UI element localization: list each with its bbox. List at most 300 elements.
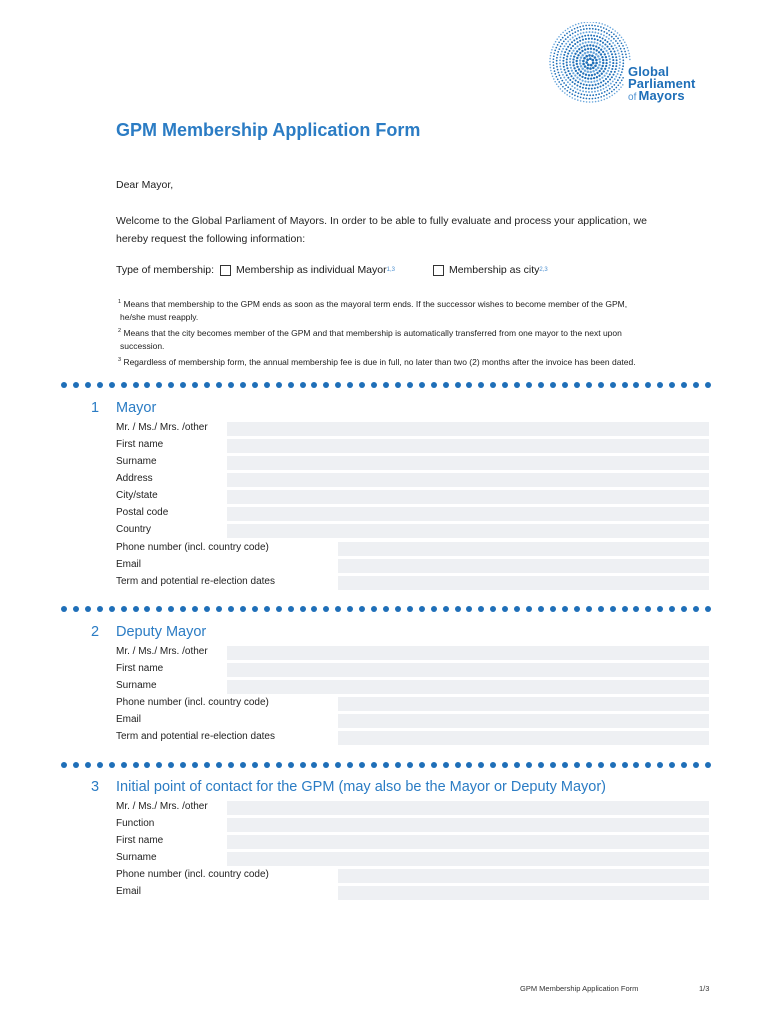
logo-dot: [609, 79, 611, 81]
separator-dot: [85, 382, 91, 388]
logo-dot: [609, 96, 611, 98]
s1-title-input[interactable]: [227, 422, 709, 437]
logo-dot: [572, 90, 574, 92]
logo-dot: [567, 70, 569, 72]
separator-dot: [144, 382, 150, 388]
logo-dot: [603, 27, 605, 29]
logo-dot: [576, 77, 578, 79]
logo-dot: [569, 58, 571, 60]
logo-dot: [590, 51, 593, 54]
logo-dot: [558, 86, 560, 88]
separator-dot: [633, 762, 639, 768]
logo-dot: [623, 39, 625, 41]
separator-dot: [514, 382, 520, 388]
logo-dot: [601, 77, 603, 79]
logo-dot: [571, 70, 573, 72]
logo-dot: [592, 98, 594, 100]
logo-dot: [560, 88, 562, 90]
logo-dot: [559, 74, 561, 76]
separator-dot: [645, 606, 651, 612]
separator-dot: [550, 382, 556, 388]
logo-dot: [557, 79, 559, 81]
logo-dot: [564, 88, 566, 90]
logo-dot: [604, 91, 606, 93]
logo-dot: [578, 48, 580, 50]
separator-dot: [574, 382, 580, 388]
logo-dot: [580, 56, 583, 59]
separator-dot: [490, 382, 496, 388]
logo-dot: [569, 83, 571, 85]
footnote-2-text-cont: succession.: [120, 341, 165, 352]
separator-dot: [514, 606, 520, 612]
logo-dot: [571, 29, 573, 31]
separator-dot: [109, 762, 115, 768]
separator-dot: [359, 382, 365, 388]
logo-dot: [586, 31, 588, 33]
dotted-separator-1: [61, 382, 711, 390]
separator-dot: [455, 762, 461, 768]
logo-dot: [563, 66, 565, 68]
logo-dot: [597, 32, 599, 34]
logo-dot: [562, 48, 564, 50]
logo-dot: [604, 75, 606, 77]
logo-dot: [579, 89, 581, 91]
separator-dot: [204, 606, 210, 612]
separator-dot: [526, 606, 532, 612]
footnote-2-number: 2: [118, 327, 122, 334]
logo-dot: [578, 68, 580, 70]
logo-dot: [624, 51, 626, 53]
logo-dot: [584, 69, 587, 72]
logo-dot: [562, 74, 564, 76]
s3-first-name-input[interactable]: [227, 835, 709, 850]
logo-dot: [590, 34, 592, 36]
footnote-1-number: 1: [118, 299, 122, 305]
logo-dot: [600, 68, 602, 70]
logo-dot: [584, 22, 586, 23]
logo-dot: [581, 68, 584, 71]
logo-dot: [560, 46, 562, 48]
logo-dot: [561, 80, 563, 82]
logo-dot: [581, 46, 583, 48]
logo-dot: [598, 58, 601, 61]
logo-dot: [617, 50, 619, 52]
logo-dot: [598, 100, 600, 102]
separator-dot: [288, 762, 294, 768]
logo-dot: [609, 64, 611, 66]
city-checkbox[interactable]: [433, 265, 444, 276]
separator-dot: [311, 606, 317, 612]
logo-dot: [592, 67, 595, 70]
footnote-2: [116, 325, 716, 354]
logo-dot: [607, 70, 609, 72]
logo-dot: [602, 42, 604, 44]
logo-dot: [609, 61, 611, 63]
separator-dot: [705, 382, 711, 388]
separator-dot: [311, 382, 317, 388]
logo-dot: [600, 86, 602, 88]
logo-dot: [574, 87, 576, 89]
separator-dot: [121, 606, 127, 612]
logo-dot: [606, 46, 608, 48]
s3-function-input[interactable]: [227, 818, 709, 833]
logo-dot: [628, 53, 630, 55]
logo-dot: [599, 36, 601, 38]
logo-dot: [599, 78, 601, 80]
logo-dot: [622, 77, 624, 79]
separator-dot: [97, 606, 103, 612]
s2-surname-input[interactable]: [227, 680, 709, 695]
s1-phone-input[interactable]: [338, 542, 709, 557]
s1-term-input[interactable]: [338, 576, 709, 591]
logo-dot: [602, 38, 604, 40]
logo-dot: [565, 84, 567, 86]
logo-dot: [597, 83, 599, 85]
logo-dot: [567, 86, 569, 88]
logo-dot: [602, 65, 604, 67]
logo-dot: [601, 56, 603, 58]
logo-dot: [608, 92, 610, 94]
logo-dot: [614, 51, 616, 53]
s1-postal-code-input[interactable]: [227, 507, 709, 522]
logo-dot: [582, 25, 584, 27]
separator-dot: [478, 382, 484, 388]
separator-dot: [359, 762, 365, 768]
logo-dot: [615, 47, 617, 49]
logo-dot: [561, 51, 563, 53]
logo-dot: [599, 61, 602, 64]
logo-dot: [564, 69, 566, 71]
logo-dot: [611, 53, 613, 55]
separator-dot: [300, 382, 306, 388]
s2-first-name-input[interactable]: [227, 663, 709, 678]
separator-dot: [192, 762, 198, 768]
logo-dot: [565, 30, 567, 32]
logo-dot: [586, 44, 588, 46]
logo-dot: [571, 93, 573, 95]
separator-dot: [657, 762, 663, 768]
s1-country-input[interactable]: [227, 524, 709, 539]
logo-dot: [609, 43, 611, 45]
logo-dot: [575, 24, 577, 26]
separator-dot: [264, 606, 270, 612]
logo-dot: [622, 68, 624, 70]
logo-dot: [574, 98, 576, 100]
logo-dot: [579, 62, 582, 65]
logo-dot: [594, 38, 596, 40]
logo-dot: [566, 74, 568, 76]
s1-country-label: Country: [116, 524, 152, 535]
logo-dot: [604, 99, 606, 101]
logo-dot: [625, 54, 627, 56]
separator-dot: [562, 762, 568, 768]
logo-dot: [589, 84, 591, 86]
s3-surname-label: Surname: [116, 852, 157, 863]
s1-email-input[interactable]: [338, 559, 709, 574]
logo-dot: [567, 81, 569, 83]
logo-dot: [611, 36, 613, 38]
logo-dot: [572, 33, 574, 35]
separator-dot: [431, 382, 437, 388]
logo-dot: [592, 94, 594, 96]
logo-dot: [600, 33, 602, 35]
separator-dot: [228, 606, 234, 612]
logo-dot: [587, 81, 589, 83]
separator-dot: [61, 762, 67, 768]
s2-title-input[interactable]: [227, 646, 709, 661]
s3-phone-input[interactable]: [338, 869, 709, 884]
separator-dot: [335, 606, 341, 612]
separator-dot: [347, 606, 353, 612]
logo-dot: [629, 59, 631, 61]
separator-dot: [407, 382, 413, 388]
logo-dot: [621, 71, 623, 73]
separator-dot: [204, 382, 210, 388]
logo-dot: [582, 39, 584, 41]
separator-dot: [502, 762, 508, 768]
logo-dot: [605, 65, 607, 67]
logo-dot: [590, 22, 592, 23]
separator-dot: [514, 762, 520, 768]
logo-dot: [595, 97, 597, 99]
separator-dot: [276, 606, 282, 612]
logo-dot: [588, 74, 590, 76]
logo-dot: [553, 64, 555, 66]
separator-dot: [455, 606, 461, 612]
separator-dot: [419, 382, 425, 388]
separator-dot: [228, 382, 234, 388]
logo-dot: [574, 35, 576, 37]
logo-dot: [574, 31, 576, 33]
s3-title-input[interactable]: [227, 801, 709, 816]
separator-dot: [395, 762, 401, 768]
s1-surname-input[interactable]: [227, 456, 709, 471]
logo-dot: [622, 62, 624, 64]
separator-dot: [216, 606, 222, 612]
logo-dot: [581, 36, 583, 38]
s2-phone-input[interactable]: [338, 697, 709, 712]
welcome-line-2: hereby request the following information:: [116, 233, 306, 245]
separator-dot: [693, 762, 699, 768]
logo-dot: [586, 67, 589, 70]
separator-dot: [73, 606, 79, 612]
logo-dot: [602, 51, 604, 53]
logo-dot: [579, 44, 581, 46]
logo-dot: [563, 57, 565, 59]
logo-dot: [589, 101, 591, 103]
logo-dot: [566, 33, 568, 35]
separator-dot: [466, 762, 472, 768]
logo-dot: [601, 30, 603, 32]
s2-email-input[interactable]: [338, 714, 709, 729]
logo-dot: [594, 91, 596, 93]
section-1-number: 1: [91, 400, 100, 416]
logo-wordmark: [628, 66, 695, 104]
separator-dot: [252, 382, 258, 388]
membership-type-label: Type of membership:: [116, 264, 215, 276]
s3-email-input[interactable]: [338, 886, 709, 901]
logo-dot: [612, 56, 614, 58]
logo-dot: [585, 55, 588, 58]
s1-surname-label: Surname: [116, 456, 157, 467]
logo-dot: [592, 70, 595, 73]
s3-surname-input[interactable]: [227, 852, 709, 867]
logo-dot: [598, 93, 600, 95]
logo-dot: [612, 59, 614, 61]
logo-dot: [597, 55, 600, 58]
logo-dot: [572, 72, 574, 74]
logo-dot: [592, 31, 594, 33]
separator-dot: [323, 762, 329, 768]
separator-dot: [657, 606, 663, 612]
logo-dot: [581, 76, 583, 78]
logo-dot: [579, 52, 581, 54]
logo-dot: [588, 41, 590, 43]
logo-dot: [621, 51, 623, 53]
separator-dot: [240, 382, 246, 388]
s1-email-label: Email: [116, 559, 142, 570]
separator-dot: [156, 382, 162, 388]
logo-dot: [603, 80, 605, 82]
membership-type-row: [116, 264, 548, 276]
logo-dot: [589, 71, 592, 74]
logo-line-1: Global: [628, 64, 670, 79]
logo-dot: [585, 91, 587, 93]
logo-dot: [574, 95, 576, 97]
logo-dot: [592, 28, 594, 30]
welcome-line-1: Welcome to the Global Parliament of Mayors. In order to be able to fully evaluate and process your application, we: [116, 215, 647, 227]
separator-dot: [610, 762, 616, 768]
logo-dot: [602, 59, 604, 61]
separator-dot: [109, 382, 115, 388]
logo-dot: [608, 48, 610, 50]
logo-dot: [595, 28, 597, 30]
separator-dot: [300, 762, 306, 768]
individual-mayor-checkbox[interactable]: [220, 265, 231, 276]
logo-dot: [559, 56, 561, 58]
logo-dot: [599, 40, 601, 42]
s2-term-input[interactable]: [338, 731, 709, 746]
separator-dot: [598, 606, 604, 612]
logo-dot: [569, 44, 571, 46]
logo-dot: [577, 27, 579, 29]
logo-dot: [579, 26, 581, 28]
separator-dot: [216, 382, 222, 388]
s1-city-state-input[interactable]: [227, 490, 709, 505]
logo-dot: [617, 38, 619, 40]
separator-dot: [693, 606, 699, 612]
logo-dot: [581, 22, 583, 24]
logo-dot: [617, 73, 619, 75]
logo-dot: [618, 67, 620, 69]
separator-dot: [371, 382, 377, 388]
logo-dot: [594, 73, 596, 75]
separator-dot: [156, 762, 162, 768]
separator-dot: [598, 762, 604, 768]
logo-dot: [606, 32, 608, 34]
logo-dot: [615, 76, 617, 78]
footnote-3-text: Regardless of membership form, the annual membership fee is due in full, no later than two (2) months after the invoice has been dated.: [123, 356, 636, 367]
logo-dot: [590, 48, 592, 50]
logo-dot: [569, 38, 571, 40]
logo-dot: [556, 76, 558, 78]
logo-dot: [579, 74, 581, 76]
logo-dot: [593, 41, 595, 43]
logo-dot: [606, 94, 608, 96]
separator-dot: [121, 762, 127, 768]
logo-dot: [607, 81, 609, 83]
logo-dot: [598, 75, 600, 77]
logo-dot: [586, 58, 589, 61]
logo-dot: [608, 67, 610, 69]
logo-dot: [612, 28, 614, 30]
logo-dot: [564, 51, 566, 53]
separator-dot: [586, 762, 592, 768]
logo-dot: [584, 65, 587, 68]
s1-first-name-input[interactable]: [227, 439, 709, 454]
s1-address-input[interactable]: [227, 473, 709, 488]
logo-dot: [589, 57, 592, 60]
logo-dot: [562, 37, 564, 39]
logo-dot: [583, 94, 585, 96]
logo-dot: [616, 59, 618, 61]
separator-dot: [73, 762, 79, 768]
logo-dot: [592, 101, 594, 103]
logo-dot: [608, 55, 610, 57]
separator-dot: [121, 382, 127, 388]
s3-first-name-label: First name: [116, 835, 164, 846]
logo-dot: [613, 33, 615, 35]
s1-address-label: Address: [116, 473, 153, 484]
logo-dot: [577, 30, 579, 32]
logo-line-3-main: Mayors: [638, 88, 685, 103]
separator-dot: [633, 606, 639, 612]
logo-dot: [556, 38, 558, 40]
logo-dot: [553, 67, 555, 69]
logo-dot: [619, 82, 621, 84]
logo-dot: [564, 92, 566, 94]
logo-dot: [578, 23, 580, 25]
logo-dot: [602, 62, 604, 64]
logo-dot: [610, 71, 612, 73]
logo-dot: [577, 54, 579, 56]
separator-dot: [610, 606, 616, 612]
separator-dot: [133, 606, 139, 612]
logo-dot: [597, 87, 599, 89]
logo-dot: [615, 87, 617, 89]
logo-dot: [578, 92, 580, 94]
logo-dot: [607, 52, 609, 54]
logo-dot: [615, 65, 617, 67]
footnote-1-text-cont: he/she must reapply.: [120, 312, 199, 323]
logo-dot: [591, 41, 593, 43]
separator-dot: [538, 606, 544, 612]
logo-dot: [597, 66, 600, 69]
logo-dot: [619, 61, 621, 63]
logo-dot: [604, 24, 606, 26]
logo-dot: [586, 94, 588, 96]
logo-dot: [562, 86, 564, 88]
logo-dot: [592, 45, 594, 47]
logo-dot: [579, 59, 582, 62]
separator-dot: [252, 762, 258, 768]
logo-dot: [629, 56, 631, 58]
separator-dot: [407, 762, 413, 768]
logo-dot: [597, 25, 599, 27]
logo-dot: [583, 28, 585, 30]
logo-dot: [621, 42, 623, 44]
logo-dot: [609, 88, 611, 90]
